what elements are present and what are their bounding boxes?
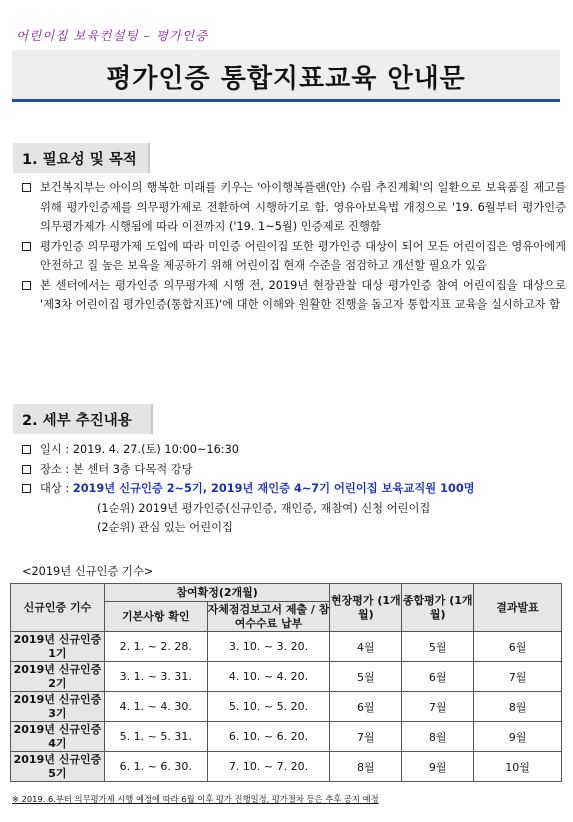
header-self-check: 자체점검보고서 제출 / 참여수수료 납부 (207, 602, 330, 630)
result-cell: 9월 (474, 722, 562, 752)
self-check-cell: 4. 10. ~ 4. 20. (207, 662, 330, 692)
place-text: 장소 : 본 센터 3층 다목적 강당 (40, 462, 193, 476)
header-basic: 기본사항 확인 (104, 602, 207, 632)
overall-cell: 7월 (402, 692, 474, 722)
checkbox-bullet-icon (22, 465, 31, 474)
section-1-bullets (22, 178, 566, 315)
header-field: 현장평가 (1개월) (330, 584, 402, 632)
bullet-text: 보건복지부는 아이의 행복한 미래를 키우는 '아이행복플랜(안) 수립 추진계획'의 일환으로 보육품질 제고를 위해 평가인증제를 의무평가제로 전환하여 시행하기로 함. 영유아보육법 개정으로 '19. 6월부터 평가인증 의무평가제가 시행됨에 따라 이전까지 ('19. 1~5월) 인증제로 진행함 (40, 181, 566, 233)
result-cell: 7월 (474, 662, 562, 692)
field-cell: 4월 (330, 632, 402, 662)
priority-2: (2순위) 관심 있는 어린이집 (97, 521, 233, 534)
detail-place (22, 460, 566, 480)
basic-cell: 3. 1. ~ 3. 31. (104, 662, 207, 692)
basic-cell: 2. 1. ~ 2. 28. (104, 632, 207, 662)
table-row (11, 692, 562, 722)
checkbox-bullet-icon (22, 484, 31, 493)
header-result: 결과발표 (474, 584, 562, 632)
overall-cell: 8월 (402, 722, 474, 752)
self-check-cell: 7. 10. ~ 7. 20. (207, 752, 330, 782)
table-row (11, 752, 562, 782)
result-cell: 10월 (474, 752, 562, 782)
table-row (11, 722, 562, 752)
cohort-cell: 2019년 신규인증 4기 (11, 722, 105, 752)
section-1-bullet (22, 237, 566, 276)
overall-cell: 5월 (402, 632, 474, 662)
target-value: 2019년 신규인증 2~5기, 2019년 재인증 4~7기 어린이집 보육교직원 100명 (72, 482, 475, 495)
field-cell: 8월 (330, 752, 402, 782)
self-check-cell: 6. 10. ~ 6. 20. (207, 722, 330, 752)
self-check-cell: 3. 10. ~ 3. 20. (207, 632, 330, 662)
field-cell: 5월 (330, 662, 402, 692)
checkbox-bullet-icon (22, 242, 31, 251)
result-cell: 8월 (474, 692, 562, 722)
field-cell: 7월 (330, 722, 402, 752)
field-cell: 6월 (330, 692, 402, 722)
schedule-table (10, 583, 562, 782)
result-cell: 6월 (474, 632, 562, 662)
checkbox-bullet-icon (22, 183, 31, 192)
page-title: 평가인증 통합지표교육 안내문 (106, 64, 466, 94)
basic-cell: 5. 1. ~ 5. 31. (104, 722, 207, 752)
cohort-cell: 2019년 신규인증 2기 (11, 662, 105, 692)
priority-1: (1순위) 2019년 평가인증(신규인증, 재인증, 재참여) 신청 어린이집 (97, 501, 431, 515)
top-label: 어린이집 보육컨설팅 – 평가인증 (16, 28, 209, 43)
checkbox-bullet-icon (22, 281, 31, 290)
checkbox-bullet-icon (22, 445, 31, 454)
detail-target (22, 479, 566, 499)
header-overall: 종합평가 (1개월) (402, 584, 474, 632)
section-2-details (22, 440, 566, 538)
header-cohort: 신규인증 기수 (11, 584, 105, 632)
target-label: 대상 : (40, 482, 73, 495)
section-1-bullet (22, 178, 566, 237)
section-1-heading: 1. 필요성 및 목적 (13, 143, 150, 173)
title-bar (12, 50, 560, 102)
bullet-text: 평가인증 의무평가제 도입에 따라 미인증 어린이집 또한 평가인증 대상이 되어 모든 어린이집은 영유아에게 안전하고 질 높은 보육을 제공하기 위해 어린이집 현재 수준을 점검하고 개선할 필요가 있음 (40, 239, 566, 272)
table-row (11, 632, 562, 662)
basic-cell: 4. 1. ~ 4. 30. (104, 692, 207, 722)
header-participation: 참여확정(2개월) (104, 584, 330, 602)
cohort-cell: 2019년 신규인증 5기 (11, 752, 105, 782)
section-1-bullet (22, 276, 566, 315)
section-2-heading: 2. 세부 추진내용 (13, 404, 153, 434)
date-text: 일시 : 2019. 4. 27.(토) 10:00~16:30 (40, 443, 239, 456)
overall-cell: 6월 (402, 662, 474, 692)
table-row (11, 662, 562, 692)
overall-cell: 9월 (402, 752, 474, 782)
detail-date (22, 440, 566, 460)
table-caption: <2019년 신규인증 기수> (22, 565, 154, 578)
footnote: ※ 2019. 6.부터 의무평가제 시행 예정에 따라 6월 이후 평가 진행일정, 평가절차 등은 추후 공지 예정 (12, 794, 379, 804)
cohort-cell: 2019년 신규인증 3기 (11, 692, 105, 722)
bullet-text: 본 센터에서는 평가인증 의무평가제 시행 전, 2019년 현장관찰 대상 평가인증 참여 어린이집을 대상으로 '제3차 어린이집 평가인증(통합지표)'에 대한 이해와 원활한 진행을 돕고자 통합지표 교육을 실시하고자 함 (40, 278, 566, 311)
basic-cell: 6. 1. ~ 6. 30. (104, 752, 207, 782)
cohort-cell: 2019년 신규인증 1기 (11, 632, 105, 662)
self-check-cell: 5. 10. ~ 5. 20. (207, 692, 330, 722)
